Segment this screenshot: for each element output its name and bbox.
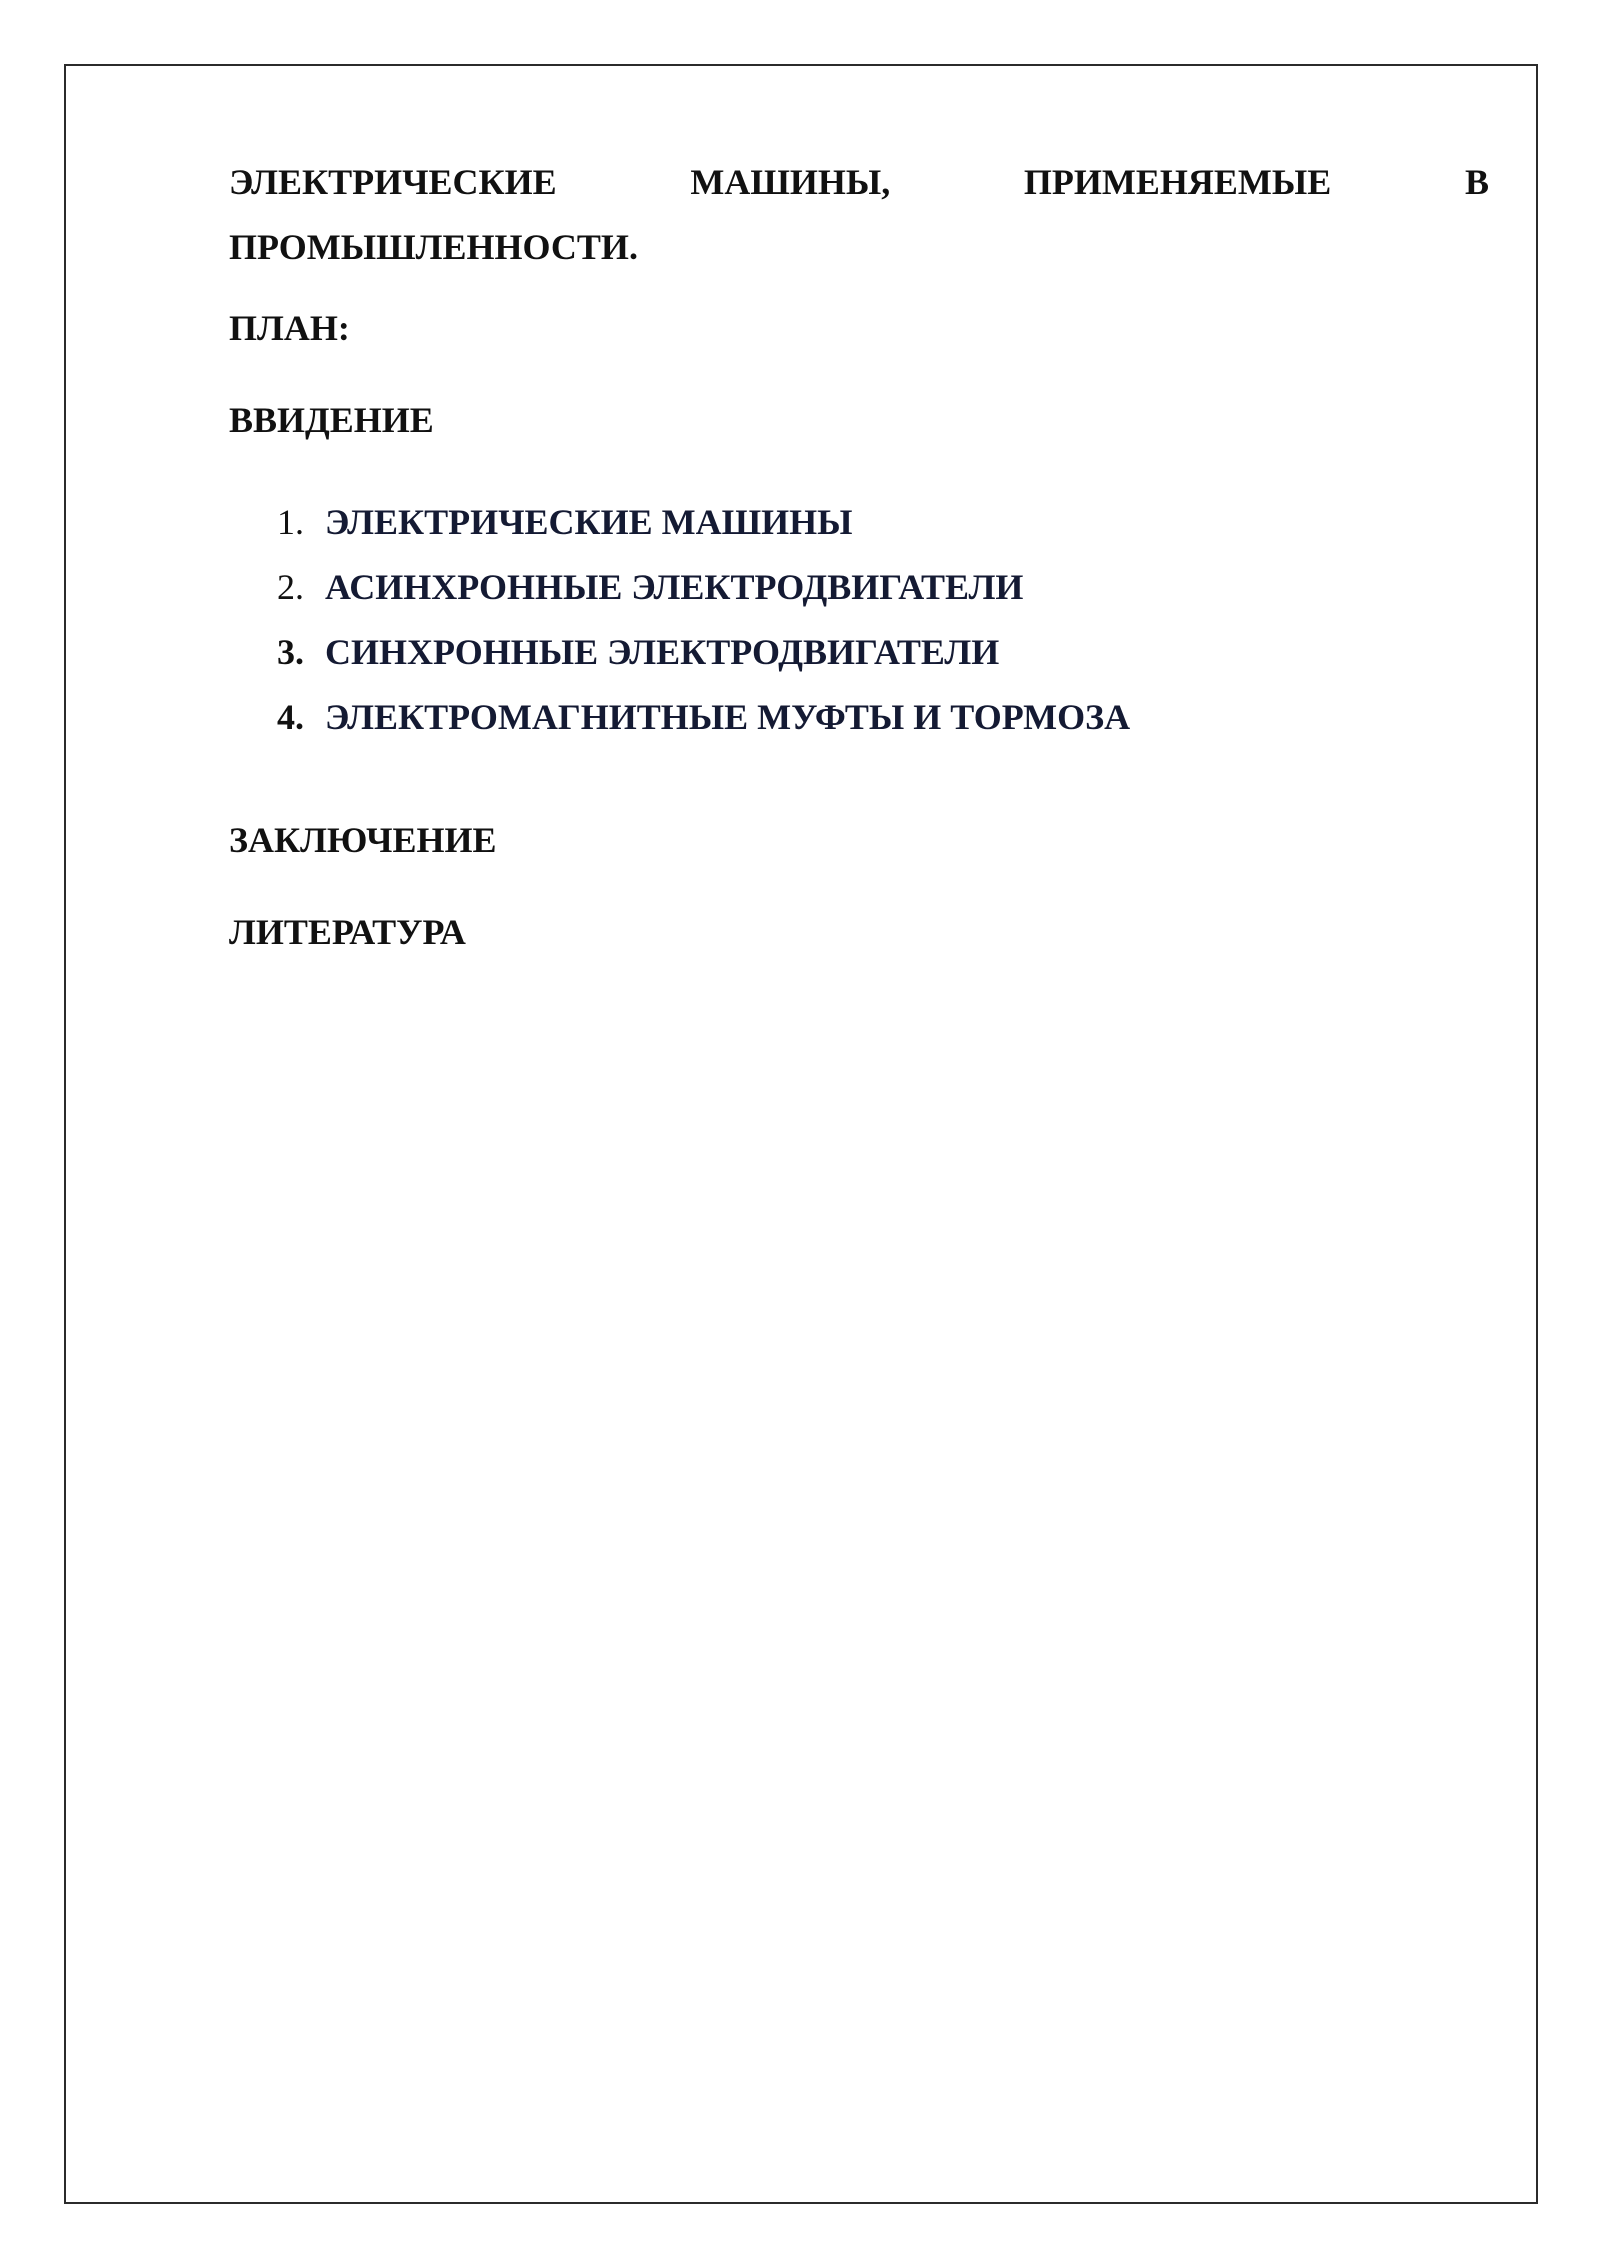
plan-item-label: АСИНХРОННЫЕ ЭЛЕКТРОДВИГАТЕЛИ: [325, 567, 1024, 607]
plan-item-number: 1.: [277, 502, 304, 542]
plan-item-number: 2.: [277, 567, 304, 607]
plan-item: [229, 620, 1489, 685]
literature-heading: ЛИТЕРАТУРА: [229, 912, 466, 952]
title-line-2: ПРОМЫШЛЕННОСТИ.: [229, 227, 638, 267]
conclusion-heading: ЗАКЛЮЧЕНИЕ: [229, 820, 497, 860]
plan-item-label: ЭЛЕКТРОМАГНИТНЫЕ МУФТЫ И ТОРМОЗА: [325, 697, 1131, 737]
title-word-4: В: [1464, 162, 1489, 202]
plan-item: [229, 490, 1489, 555]
plan-item-number: 3.: [277, 632, 304, 672]
title-word-2: МАШИНЫ,: [690, 162, 891, 202]
plan-item-number: 4.: [277, 697, 304, 737]
document-content: [229, 150, 1489, 952]
title-line-1: [229, 150, 1489, 215]
plan-item-label: ЭЛЕКТРИЧЕСКИЕ МАШИНЫ: [325, 502, 853, 542]
plan-item: [229, 685, 1489, 750]
document-title: [229, 150, 1489, 280]
plan-list: [229, 490, 1489, 750]
plan-item: [229, 555, 1489, 620]
intro-heading: ВВИДЕНИЕ: [229, 400, 434, 440]
plan-item-label: СИНХРОННЫЕ ЭЛЕКТРОДВИГАТЕЛИ: [325, 632, 1000, 672]
title-word-1: ЭЛЕКТРИЧЕСКИЕ: [229, 162, 557, 202]
title-word-3: ПРИМЕНЯЕМЫЕ: [1023, 162, 1332, 202]
plan-heading: ПЛАН:: [229, 308, 350, 348]
